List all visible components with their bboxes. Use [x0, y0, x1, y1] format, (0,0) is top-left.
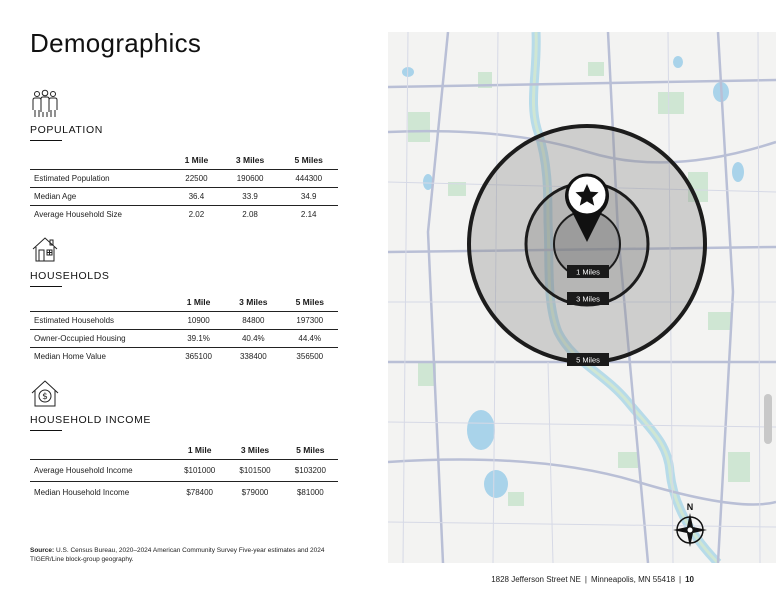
- compass-north-label: N: [686, 502, 694, 512]
- population-section: [30, 88, 338, 224]
- column-header: 5 Miles: [279, 155, 338, 170]
- row-label: Owner-Occupied Housing: [30, 330, 172, 348]
- cell: $103200: [283, 460, 338, 482]
- cell: 197300: [282, 312, 338, 330]
- cell: $101000: [172, 460, 227, 482]
- cell: 40.4%: [225, 330, 281, 348]
- row-label: Average Household Size: [34, 210, 122, 220]
- cell: 2.08: [242, 210, 258, 220]
- table-row: [30, 460, 338, 482]
- table-row: [30, 330, 338, 348]
- cell: 10900: [172, 312, 225, 330]
- households-heading: HOUSEHOLDS: [30, 270, 110, 282]
- cell: 39.1%: [172, 330, 225, 348]
- column-header: 1 Mile: [172, 445, 227, 460]
- cell: $78400: [186, 488, 214, 498]
- table-row: [30, 482, 338, 504]
- table-row: [30, 348, 338, 366]
- column-header: 1 Mile: [172, 155, 221, 170]
- ring-label-5: [567, 353, 609, 366]
- cell: 338400: [239, 352, 267, 362]
- footer-separator: |: [584, 575, 587, 584]
- table-row: [30, 312, 338, 330]
- column-header: 3 Miles: [225, 297, 281, 312]
- radius-map[interactable]: [388, 32, 776, 563]
- cell: 2.02: [188, 210, 205, 220]
- cell: 444300: [279, 170, 338, 188]
- page-title: Demographics: [30, 28, 202, 58]
- heading-rule: [30, 286, 62, 287]
- cell: $101500: [227, 460, 282, 482]
- scrollbar-thumb[interactable]: [764, 394, 772, 444]
- households-section: [30, 234, 338, 366]
- column-header: 3 Miles: [221, 155, 280, 170]
- ring-label-text: 5 Miles: [576, 355, 600, 365]
- table-row: [30, 170, 338, 188]
- row-label: Average Household Income: [30, 460, 172, 482]
- ring-label-3: [567, 292, 609, 305]
- cell: 44.4%: [282, 330, 338, 348]
- cell: 33.9: [221, 188, 280, 206]
- cell: 365100: [185, 352, 212, 362]
- row-label: Median Household Income: [34, 488, 130, 498]
- column-header: 3 Miles: [227, 445, 282, 460]
- source-note: [30, 546, 330, 564]
- cell: 2.14: [300, 210, 317, 220]
- heading-rule: [30, 430, 62, 431]
- page-footer: [491, 575, 694, 584]
- table-row: [30, 206, 338, 224]
- income-section: [30, 378, 338, 504]
- column-header: 1 Mile: [172, 297, 225, 312]
- cell: 190600: [221, 170, 280, 188]
- cell: 356500: [296, 352, 324, 362]
- row-label: Median Age: [30, 188, 172, 206]
- source-label: Source:: [30, 547, 55, 554]
- income-table: [30, 445, 338, 504]
- cell: 84800: [225, 312, 281, 330]
- cell: 36.4: [172, 188, 221, 206]
- cell: $79000: [241, 488, 269, 498]
- ring-label-text: 3 Miles: [576, 294, 600, 304]
- ring-label-1: [567, 265, 609, 278]
- cell: 34.9: [279, 188, 338, 206]
- income-heading: HOUSEHOLD INCOME: [30, 414, 152, 426]
- cell: $81000: [296, 488, 324, 498]
- people-icon: [30, 88, 60, 118]
- footer-city: Minneapolis, MN 55418: [590, 575, 676, 584]
- population-table: [30, 155, 338, 224]
- households-table: [30, 297, 338, 366]
- footer-address: 1828 Jefferson Street NE: [491, 575, 581, 584]
- map-canvas: [388, 32, 776, 563]
- house-dollar-icon: [30, 378, 60, 408]
- page-number: 10: [685, 575, 694, 584]
- ring-label-text: 1 Miles: [576, 267, 600, 277]
- house-icon: [30, 234, 60, 264]
- source-text: U.S. Census Bureau, 2020–2024 American Community Survey Five-year estimates and 2024 TIGER/Line block-group geography.: [30, 547, 325, 563]
- row-label: Median Home Value: [34, 352, 106, 362]
- heading-rule: [30, 140, 62, 141]
- table-row: [30, 188, 338, 206]
- row-label: Estimated Households: [30, 312, 172, 330]
- footer-separator: |: [679, 575, 682, 584]
- column-header: 5 Miles: [282, 297, 338, 312]
- row-label: Estimated Population: [30, 170, 172, 188]
- svg-text:$: $: [42, 392, 48, 403]
- column-header: 5 Miles: [283, 445, 338, 460]
- cell: 22500: [172, 170, 221, 188]
- population-heading: POPULATION: [30, 124, 103, 136]
